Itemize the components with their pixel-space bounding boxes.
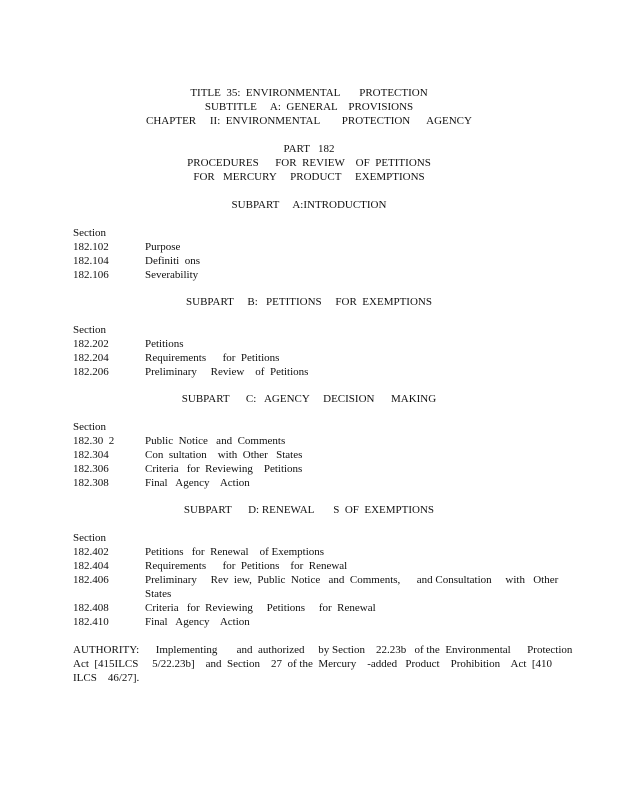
section-number: 182.102: [73, 241, 109, 253]
section-label: Section: [73, 532, 106, 544]
section-number: 182.306: [73, 463, 109, 475]
section-title: Public Notice and Comments: [145, 435, 286, 447]
section-title: Criteria for Reviewing Petitions: [145, 463, 303, 475]
section-title: Preliminary Review of Petitions: [145, 366, 309, 378]
section-title-continued: States: [145, 588, 172, 600]
section-title: Definiti ons: [145, 255, 200, 267]
section-title: Requirements for Petitions for Renewal: [145, 560, 348, 572]
section-title: Requirements for Petitions: [145, 352, 280, 364]
authority-line: ILCS 46/27].: [73, 672, 140, 684]
subpart-a-heading: SUBPART A:INTRODUCTION: [231, 199, 387, 211]
section-title: Preliminary Rev iew, Public Notice and Comments, and Consultation with Other: [145, 574, 559, 586]
section-title: Petitions for Renewal of Exemptions: [145, 546, 325, 558]
section-label: Section: [73, 421, 106, 433]
section-title: Final Agency Action: [145, 616, 250, 628]
section-number: 182.106: [73, 269, 109, 281]
section-number: 182.202: [73, 338, 109, 350]
section-number: 182.404: [73, 560, 109, 572]
subpart-b-heading: SUBPART B: PETITIONS FOR EXEMPTIONS: [186, 296, 432, 308]
section-title: Con sultation with Other States: [145, 449, 303, 461]
section-label: Section: [73, 227, 106, 239]
section-number: 182.204: [73, 352, 109, 364]
section-number: 182.410: [73, 616, 109, 628]
section-title: Final Agency Action: [145, 477, 250, 489]
section-number: 182.308: [73, 477, 109, 489]
chapter-heading: CHAPTER II: ENVIRONMENTAL PROTECTION AGENCY: [146, 115, 472, 127]
section-number: 182.406: [73, 574, 109, 586]
section-title: Criteria for Reviewing Petitions for Renewal: [145, 602, 376, 614]
section-number: 182.408: [73, 602, 109, 614]
section-number: 182.304: [73, 449, 109, 461]
section-number: 182.402: [73, 546, 109, 558]
authority-line: Act [415ILCS 5/22.23b] and Section 27 of the Mercury -added Product Prohibition Act [410: [73, 658, 553, 670]
subpart-c-heading: SUBPART C: AGENCY DECISION MAKING: [181, 393, 437, 405]
part-title-line2: FOR MERCURY PRODUCT EXEMPTIONS: [193, 171, 425, 183]
section-number: 182.30 2: [73, 435, 115, 447]
section-number: 182.206: [73, 366, 109, 378]
section-number: 182.104: [73, 255, 109, 267]
section-label: Section: [73, 324, 106, 336]
part-number: PART 182: [283, 143, 335, 155]
section-title: Severability: [145, 269, 199, 281]
part-title-line1: PROCEDURES FOR REVIEW OF PETITIONS: [187, 157, 431, 169]
subtitle-heading: SUBTITLE A: GENERAL PROVISIONS: [204, 101, 414, 113]
section-title: Petitions: [145, 338, 184, 350]
subpart-d-heading: SUBPART D: RENEWAL S OF EXEMPTIONS: [183, 504, 435, 516]
authority-line: AUTHORITY: Implementing and authorized by Section 22.23b of the Environmental Protection: [73, 644, 573, 656]
title-heading: TITLE 35: ENVIRONMENTAL PROTECTION: [190, 87, 428, 99]
section-title: Purpose: [145, 241, 181, 253]
